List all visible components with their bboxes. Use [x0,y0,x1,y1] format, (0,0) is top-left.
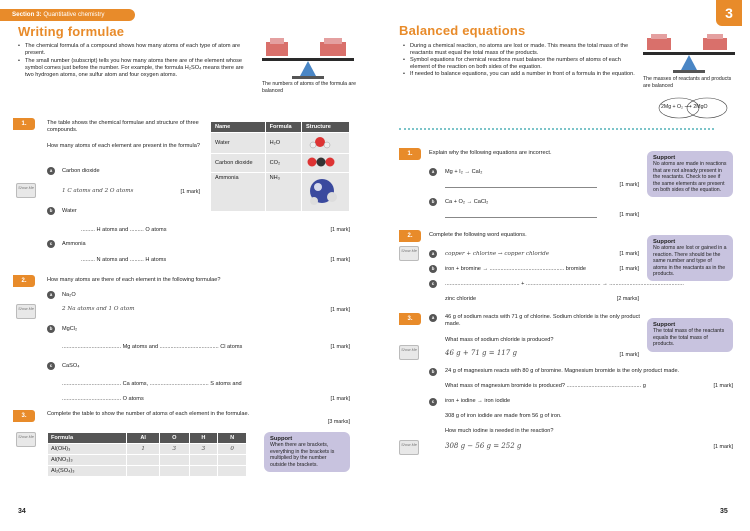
table-row: Carbon dioxide CO₂ [211,154,350,173]
water-molecule [301,133,349,154]
part-b-marker: b [429,265,437,273]
question-1-ask: How many atoms of each element are present in the formula? [47,143,200,149]
q2-b-mark: [1 mark] [619,266,639,272]
q1-c-mark: [1 mark] [330,257,350,263]
q2-c-line1[interactable]: ...................................... Ca atoms, ...................................... S atoms and [62,381,242,387]
q2-c-line2[interactable]: ...................................... O atoms [62,396,144,402]
q1-b-mark: [1 mark] [330,227,350,233]
part-c-marker: c [47,240,55,248]
q1-c-label: Ammonia [62,241,86,247]
divider [399,128,714,130]
part-c-marker: c [429,398,437,406]
support-box-2: Support No atoms are lost or gained in a reaction. There should be the same number and type of atoms in the reactants as in the products. [647,235,733,281]
show-me-badge[interactable]: Show Me [399,440,419,455]
right-page [375,0,750,531]
q2-a-mark: [1 mark] [330,307,350,313]
question-3-text: Complete the table to show the number of atoms of each element in the formulae. [47,411,250,417]
page-title: Balanced equations [399,23,526,38]
part-a-marker: a [429,250,437,258]
show-me-badge[interactable]: Show Me [16,183,36,198]
q1-a-label: Carbon dioxide [62,168,100,174]
q3-c-eq: iron + iodine → iron iodide [445,398,511,404]
table-row: Al₂(SO₄)₃ [48,466,247,477]
q1-b-mark: [1 mark] [619,212,639,218]
intro-bullets [18,43,253,79]
part-a-marker: a [47,291,55,299]
show-me-badge[interactable]: Show Me [16,432,36,447]
co2-molecule [301,154,349,173]
support-box: Support When there are brackets, everything in the brackets is multiplied by the number outside the brackets. [264,432,350,472]
q1-a-answer: 1 C atoms and 2 O atoms [62,188,134,194]
page-number: 35 [720,508,728,515]
q1-c-answer: ......... N atoms and ......... H atoms [81,257,167,263]
q2-c-product: zinc chloride [445,296,477,302]
q1-b-label: Water [62,208,77,214]
q2-a-label: Na₂O [62,292,76,298]
question-3-number: 3. [13,410,35,422]
question-1-text: Explain why the following equations are incorrect. [429,150,552,156]
th-structure: Structure [301,122,349,133]
part-b-marker: b [47,325,55,333]
q3-b-ask[interactable]: What mass of magnesium bromide is produced? ................................................ g [445,383,646,389]
q3-mark: [3 marks] [327,419,350,425]
part-b-marker: b [429,368,437,376]
q2-c-eq[interactable]: ................................................ + ................................................ → ................................................ [445,281,684,287]
intro-bullets [403,43,639,78]
question-1-number: 1. [13,118,35,130]
question-2-text: Complete the following word equations. [429,232,527,238]
q2-c-label: CaSO₄ [62,363,80,369]
page-title: Writing formulae [18,24,125,39]
q3-c-text: 308 g of iron iodide are made from 56 g of iron. [445,413,562,419]
q1-b-answer: ......... H atoms and ......... O atoms [81,227,167,233]
q2-a-eq: copper + chlorine → copper chloride [445,251,550,257]
q3-a-ask: What mass of sodium chloride is produced? [445,337,554,343]
ammonia-molecule [301,173,349,212]
q2-b-mark: [1 mark] [330,344,350,350]
q1-b-eq: Ca + O₂ → CaCl₂ [445,199,489,205]
part-b-marker: b [47,207,55,215]
q3-a-answer: 46 g + 71 g = 117 g [445,349,517,357]
answer-line[interactable] [445,217,597,218]
bullet-1: • The chemical formula of a compound shows how many atoms of each type of atom are present. [18,43,241,56]
table-row: Ammonia NH₃ [211,173,350,212]
q3-c-answer: 308 g − 56 g = 252 g [445,442,522,450]
question-1-text: The table shows the chemical formulae and structure of three compounds. [47,120,199,133]
question-2-number: 2. [399,230,421,242]
answer-line[interactable] [445,187,597,188]
question-2-number: 2. [13,275,35,287]
q1-a-mark: [1 mark] [619,182,639,188]
image-caption: The masses of reactants and products are balanced [643,76,732,89]
balance-image [262,36,354,80]
q2-b-label: MgCl₂ [62,326,78,332]
chapter-tab: 3 [716,0,742,26]
bullet-1: • During a chemical reaction, no atoms are lost or made. This means the total mass of the reactants must equal the total mass of the products. [403,43,629,56]
q2-c-mark: [2 marks] [616,296,639,302]
question-3-number: 3. [399,313,421,325]
q3-c-mark: [1 mark] [713,444,733,450]
atoms-table: Formula Al O H N Al(OH)₃ 1 3 3 0 Al(NO₃)₃ Al₂(SO₄)₃ [47,432,247,477]
question-1-number: 1. [399,148,421,160]
image-caption: The numbers of atoms of the formula are balanced [262,81,356,94]
th-formula: Formula [265,122,301,133]
th-name: Name [211,122,266,133]
table-row: Al(OH)₃ 1 3 3 0 [48,444,247,455]
q2-b-line[interactable]: ...................................... Mg atoms and ...................................... Cl atoms [62,344,243,350]
bullet-2: • Symbol equations for chemical reactions must balance the numbers of atoms of each element of the reaction on both sides of the equation. [403,57,621,70]
q2-a-answer: 2 Na atoms and 1 O atom [62,306,135,312]
support-box-3: Support The total mass of the reactants equals the total mass of products. [647,318,733,352]
q1-a-eq: Mg + I₂ → CaI₂ [445,169,483,175]
q2-a-mark: [1 mark] [619,251,639,257]
part-c-marker: c [47,362,55,370]
formula-table [210,121,350,212]
bullet-2: • The small number (subscript) tells you how many atoms there are of the element whose symbol comes just before the number. For example, the formula H₂SO₄ means there are two hydrogen atoms, one sulfur atom and four oxygen atoms. [18,58,244,78]
part-c-marker: c [429,280,437,288]
q1-a-mark: [1 mark] [180,189,200,195]
q2-c-mark: [1 mark] [330,396,350,402]
support-box-1: Support No atoms are made in reactions that are not already present in the reactants. Check to see if the same elements are present on both sides of the equation. [647,151,733,197]
question-2-text: How many atoms are there of each element in the following formulae? [47,277,221,283]
show-me-badge[interactable]: Show Me [16,304,36,319]
q3-b-text: 24 g of magnesium reacts with 80 g of bromine. Magnesium bromide is the only product made. [445,368,680,374]
part-a-marker: a [429,314,437,322]
part-a-marker: a [429,168,437,176]
table-row: Water H₂O [211,133,350,154]
show-me-badge[interactable]: Show Me [399,246,419,261]
equation-diagram [657,94,729,122]
part-b-marker: b [429,198,437,206]
q3-a-mark: [1 mark] [619,352,639,358]
show-me-badge[interactable]: Show Me [399,345,419,360]
page-number: 34 [18,508,26,515]
equation-text: 2Mg + O₂ ⟶ 2MgO [661,104,708,110]
part-a-marker: a [47,167,55,175]
q2-b-eq[interactable]: iron + bromine → ................................................ bromide [445,266,586,272]
bullet-3: • If needed to balance equations, you can add a number in front of a formula in the equation. [403,71,635,77]
balance-image [643,34,735,74]
section-bar: Section 3: Quantitative chemistry [0,9,135,21]
q3-a-text: 46 g of sodium reacts with 71 g of chlorine. Sodium chloride is the only product made. [445,314,640,327]
q3-c-ask: How much iodine is needed in the reaction? [445,428,554,434]
q3-b-mark: [1 mark] [713,383,733,389]
table-row: Al(NO₃)₃ [48,455,247,466]
